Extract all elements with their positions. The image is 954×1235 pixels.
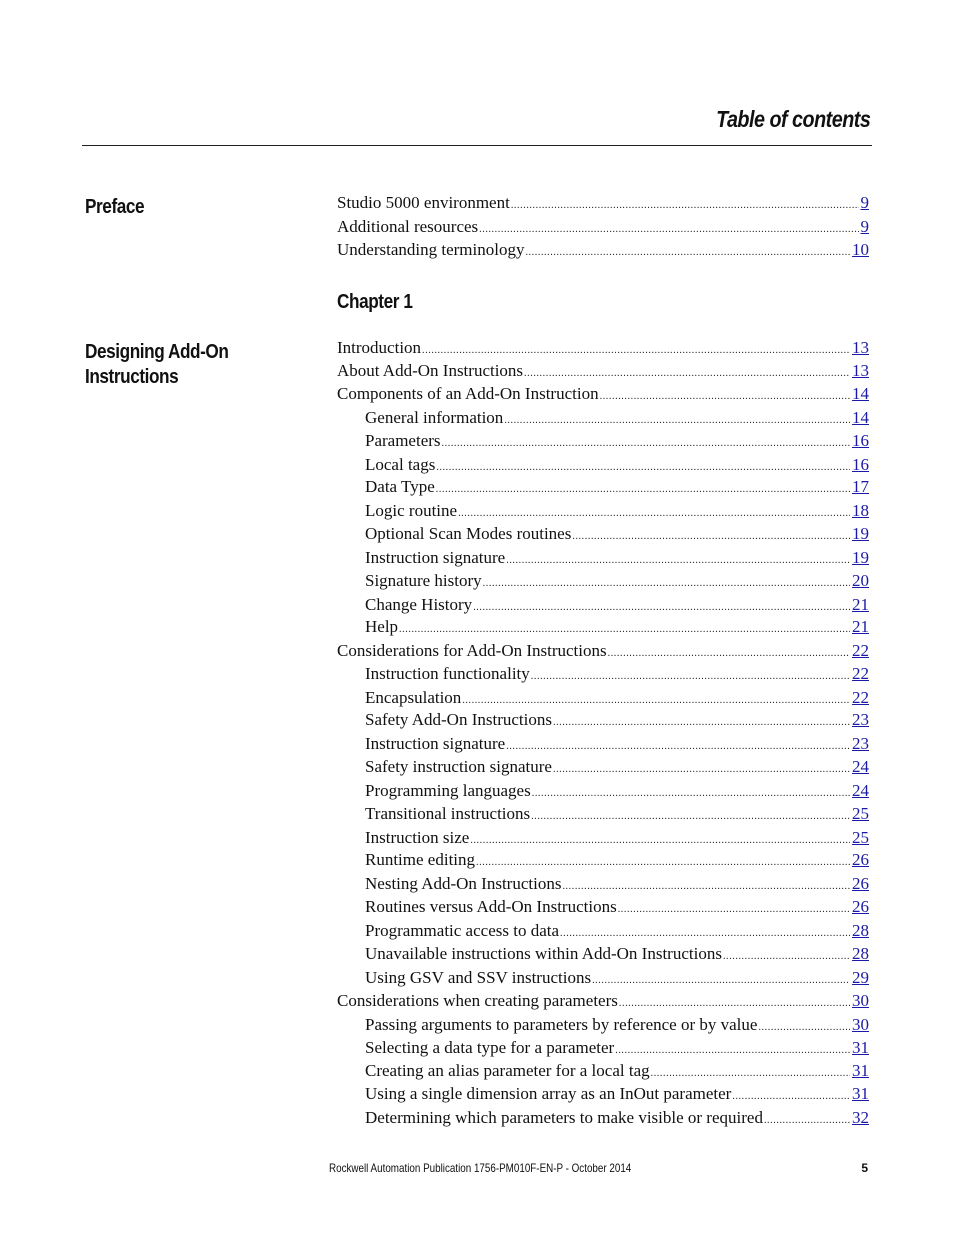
page-title: Table of contents	[715, 106, 870, 132]
toc-subentry[interactable]	[337, 755, 869, 779]
toc-entry-title: Instruction signature	[365, 733, 506, 753]
toc-entry-title: Transitional instructions	[365, 804, 531, 823]
dot-leader	[479, 218, 858, 242]
dot-leader	[506, 735, 850, 759]
dot-leader	[436, 479, 850, 502]
page-link[interactable]: 14	[852, 384, 869, 403]
toc-entry-title: Using a single dimension array as an InOut parameter	[365, 1084, 732, 1103]
dot-leader	[511, 194, 859, 218]
chapter1-toc	[337, 336, 869, 1129]
toc-subentry[interactable]	[337, 429, 869, 453]
toc-subentry[interactable]	[337, 686, 869, 710]
toc-subentry[interactable]	[337, 942, 869, 966]
toc-entry-title: Understanding terminology	[337, 240, 525, 259]
toc-entry-title: Runtime editing	[365, 850, 476, 869]
toc-entry[interactable]	[337, 215, 869, 239]
page-link[interactable]: 16	[852, 431, 869, 450]
toc-entry-title: Considerations for Add-On Instructions	[337, 640, 607, 660]
page-link[interactable]: 21	[852, 617, 869, 636]
page-link[interactable]: 22	[852, 664, 869, 683]
page-link[interactable]: 24	[852, 757, 869, 776]
toc-entry-title: Safety instruction signature	[365, 757, 552, 776]
page-link[interactable]: 22	[852, 640, 869, 660]
page-link[interactable]: 31	[852, 1038, 869, 1057]
page-link[interactable]: 31	[852, 1060, 869, 1080]
dot-leader	[618, 898, 850, 922]
toc-entry-title: Considerations when creating parameters	[337, 991, 618, 1010]
toc-subentry[interactable]	[337, 849, 869, 872]
page-link[interactable]: 26	[852, 850, 869, 869]
page-link[interactable]: 25	[852, 804, 869, 823]
dot-leader	[553, 712, 850, 735]
toc-subentry[interactable]	[337, 522, 869, 546]
dot-leader	[470, 829, 850, 853]
toc-entry-title: Instruction signature	[365, 547, 506, 567]
toc-subentry[interactable]	[337, 1013, 869, 1037]
toc-subentry[interactable]	[337, 732, 869, 756]
toc-entry-title: Data Type	[365, 477, 435, 496]
toc-entry-title: Determining which parameters to make visible or required	[365, 1107, 763, 1127]
dot-leader	[531, 665, 850, 689]
page-link[interactable]: 19	[852, 547, 869, 567]
dot-leader	[615, 1039, 850, 1063]
dot-leader	[442, 432, 850, 456]
chapter-label: Chapter 1	[337, 291, 413, 313]
chapter-heading-line: Designing Add-On	[85, 341, 229, 363]
page-link[interactable]: 19	[852, 524, 869, 543]
toc-entry-title: Instruction size	[365, 827, 470, 847]
toc-entry-title: Logic routine	[365, 500, 458, 520]
toc-entry-title: General information	[365, 407, 504, 427]
header-rule	[82, 145, 872, 146]
page-link[interactable]: 30	[852, 991, 869, 1010]
toc-entry-title: Programming languages	[365, 780, 531, 800]
dot-leader	[764, 1109, 850, 1133]
dot-leader	[553, 758, 850, 782]
toc-subentry[interactable]	[337, 1036, 869, 1060]
page-link[interactable]: 25	[852, 827, 869, 847]
page-link[interactable]: 10	[852, 240, 869, 259]
toc-entry[interactable]	[337, 238, 869, 262]
page-link[interactable]: 9	[860, 193, 869, 212]
page-link[interactable]: 22	[852, 687, 869, 707]
page-link[interactable]: 9	[860, 216, 869, 236]
toc-entry[interactable]	[337, 336, 869, 360]
toc-entry-title: Introduction	[337, 338, 422, 357]
page-link[interactable]: 14	[852, 407, 869, 427]
toc-entry-title: Selecting a data type for a parameter	[365, 1038, 615, 1057]
dot-leader	[532, 782, 850, 806]
toc-entry-title: Change History	[365, 594, 473, 614]
toc-entry-title: About Add-On Instructions	[337, 360, 524, 380]
toc-entry-title: Signature history	[365, 571, 482, 590]
dot-leader	[483, 572, 850, 596]
dot-leader	[504, 409, 850, 433]
dot-leader	[592, 969, 850, 993]
page-number: 5	[861, 1161, 868, 1175]
dot-leader	[572, 525, 850, 549]
toc-entry[interactable]	[337, 639, 869, 663]
toc-subentry[interactable]	[337, 499, 869, 523]
page-link[interactable]: 29	[852, 967, 869, 987]
page-link[interactable]: 23	[852, 710, 869, 729]
dot-leader	[608, 642, 850, 666]
toc-entry[interactable]	[337, 382, 869, 406]
toc-entry-title: Local tags	[365, 454, 436, 474]
page-link[interactable]: 28	[852, 920, 869, 940]
toc-entry[interactable]	[337, 360, 869, 383]
toc-entry-title: Safety Add-On Instructions	[365, 710, 552, 729]
page-link[interactable]: 23	[852, 733, 869, 753]
page-link[interactable]: 18	[852, 500, 869, 520]
toc-subentry[interactable]	[337, 546, 869, 570]
toc-entry-title: Parameters	[365, 431, 441, 450]
dot-leader	[531, 805, 850, 829]
toc-subentry[interactable]	[337, 1106, 869, 1130]
toc-entry[interactable]	[337, 989, 869, 1013]
toc-entry[interactable]	[337, 191, 869, 215]
toc-entry-title: Instruction functionality	[365, 664, 530, 683]
page-link[interactable]: 26	[852, 897, 869, 916]
chapter-heading	[85, 340, 228, 390]
page-link[interactable]: 13	[852, 360, 869, 380]
page-link[interactable]: 13	[852, 338, 869, 357]
dot-leader	[473, 596, 850, 620]
dot-leader	[723, 945, 850, 969]
dot-leader	[436, 456, 850, 480]
dot-leader	[506, 549, 850, 573]
toc-subentry[interactable]	[337, 406, 869, 430]
toc-subentry[interactable]	[337, 709, 869, 732]
dot-leader	[600, 385, 850, 409]
toc-subentry[interactable]	[337, 872, 869, 896]
preface-toc	[337, 191, 869, 262]
toc-subentry[interactable]	[337, 569, 869, 593]
toc-entry-title: Unavailable instructions within Add-On Instructions	[365, 944, 722, 963]
chapter-heading-line: Instructions	[85, 366, 179, 388]
toc-subentry[interactable]	[337, 779, 869, 803]
page-link[interactable]: 30	[852, 1014, 869, 1034]
toc-subentry[interactable]	[337, 476, 869, 499]
dot-leader	[758, 1016, 850, 1040]
page-link[interactable]: 20	[852, 571, 869, 590]
page-link[interactable]: 31	[852, 1084, 869, 1103]
toc-entry-title: Creating an alias parameter for a local tag	[365, 1060, 650, 1080]
toc-subentry[interactable]	[337, 919, 869, 943]
toc-entry-title: Optional Scan Modes routines	[365, 524, 572, 543]
toc-subentry[interactable]	[337, 802, 869, 826]
toc-subentry[interactable]	[337, 1060, 869, 1083]
page-link[interactable]: 32	[852, 1107, 869, 1127]
page-link[interactable]: 24	[852, 780, 869, 800]
toc-subentry[interactable]	[337, 966, 869, 990]
toc-subentry[interactable]	[337, 616, 869, 639]
toc-subentry[interactable]	[337, 453, 869, 477]
footer-publication: Rockwell Automation Publication 1756-PM010F-EN-P - October 2014	[329, 1161, 632, 1175]
toc-entry-title: Encapsulation	[365, 687, 462, 707]
toc-entry-title: Using GSV and SSV instructions	[365, 967, 592, 987]
page-link[interactable]: 16	[852, 454, 869, 474]
preface-heading: Preface	[85, 196, 145, 218]
toc-entry-title: Nesting Add-On Instructions	[365, 873, 562, 893]
toc-subentry[interactable]	[337, 662, 869, 686]
toc-subentry[interactable]	[337, 593, 869, 617]
toc-subentry[interactable]	[337, 895, 869, 919]
toc-entry-title: Studio 5000 environment	[337, 193, 510, 212]
page-link[interactable]: 21	[852, 594, 869, 614]
toc-entry-title: Passing arguments to parameters by reference or by value	[365, 1014, 758, 1034]
toc-entry-title: Help	[365, 617, 399, 636]
toc-entry-title: Programmatic access to data	[365, 920, 560, 940]
toc-entry-title: Routines versus Add-On Instructions	[365, 897, 617, 916]
page-link[interactable]: 17	[852, 477, 869, 496]
page-link[interactable]: 26	[852, 873, 869, 893]
dot-leader	[525, 241, 850, 265]
toc-entry-title: Components of an Add-On Instruction	[337, 384, 599, 403]
toc-entry-title: Additional resources	[337, 216, 479, 236]
toc-subentry[interactable]	[337, 1082, 869, 1106]
page-link[interactable]: 28	[852, 944, 869, 963]
toc-subentry[interactable]	[337, 826, 869, 850]
